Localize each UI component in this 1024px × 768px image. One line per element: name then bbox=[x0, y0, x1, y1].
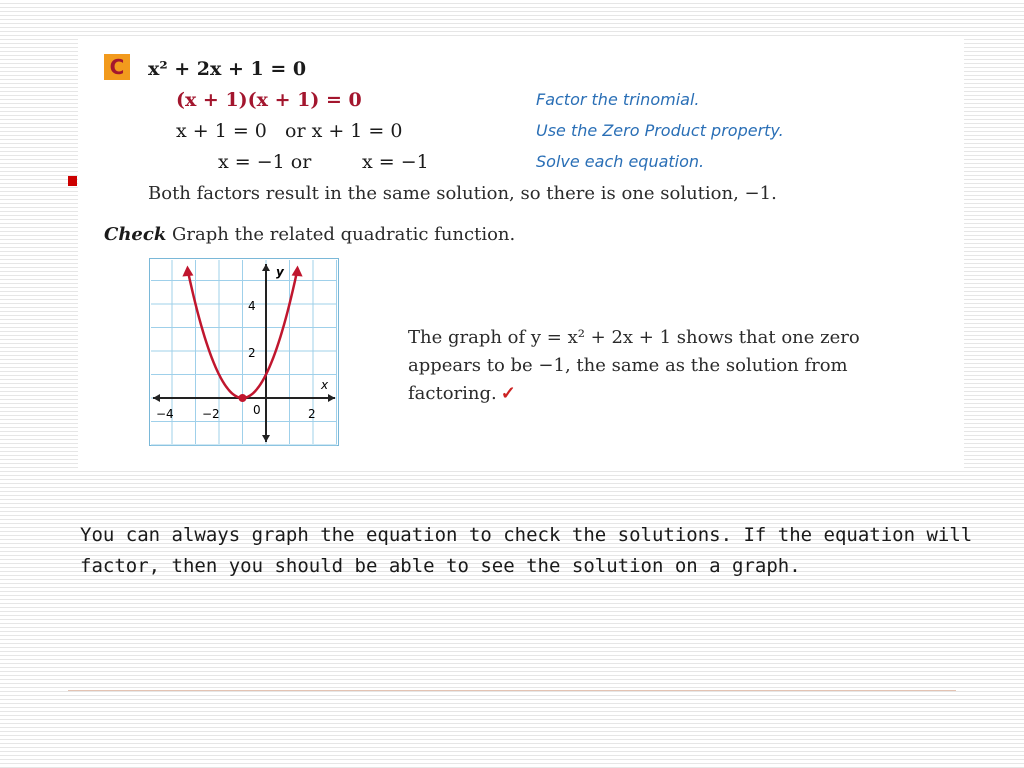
checkmark-icon: ✓ bbox=[500, 383, 516, 404]
check-label: Check bbox=[104, 224, 167, 245]
note-solve: Solve each equation. bbox=[536, 152, 705, 171]
graph-explanation-text: The graph of y = x² + 2x + 1 shows that one zero appears to be −1, the same as the solution from factoring. bbox=[408, 327, 860, 404]
graph-explanation bbox=[408, 324, 908, 408]
y-axis-label: y bbox=[276, 265, 284, 279]
tick-y-2: 2 bbox=[248, 346, 256, 360]
quadratic-graph bbox=[149, 258, 339, 446]
equation-line-1: x² + 2x + 1 = 0 bbox=[148, 58, 307, 80]
bullet-marker bbox=[68, 176, 77, 186]
tick-x-0: 0 bbox=[253, 403, 261, 417]
equation-line-3: x + 1 = 0 or x + 1 = 0 bbox=[176, 120, 403, 142]
part-label: C bbox=[104, 54, 130, 80]
tick-x-neg4: −4 bbox=[156, 407, 174, 421]
equation-line-2: (x + 1)(x + 1) = 0 bbox=[176, 89, 362, 111]
note-zero-product: Use the Zero Product property. bbox=[536, 121, 784, 140]
footer-divider bbox=[68, 690, 956, 691]
check-text: Graph the related quadratic function. bbox=[172, 224, 516, 245]
tick-x-2: 2 bbox=[308, 407, 316, 421]
tick-y-4: 4 bbox=[248, 299, 256, 313]
x-axis-label: x bbox=[321, 378, 329, 392]
equation-line-4b: x = −1 bbox=[362, 151, 429, 173]
vertex-point bbox=[239, 394, 247, 402]
conclusion-text: Both factors result in the same solution, so there is one solution, −1. bbox=[148, 183, 777, 204]
note-factor: Factor the trinomial. bbox=[536, 90, 700, 109]
equation-line-4a: x = −1 or bbox=[218, 151, 312, 173]
check-line bbox=[104, 224, 515, 245]
tick-x-neg2: −2 bbox=[202, 407, 220, 421]
slide-caption: You can always graph the equation to check the solutions. If the equation will factor, then you should be able to see the solution on a graph. bbox=[80, 524, 973, 577]
